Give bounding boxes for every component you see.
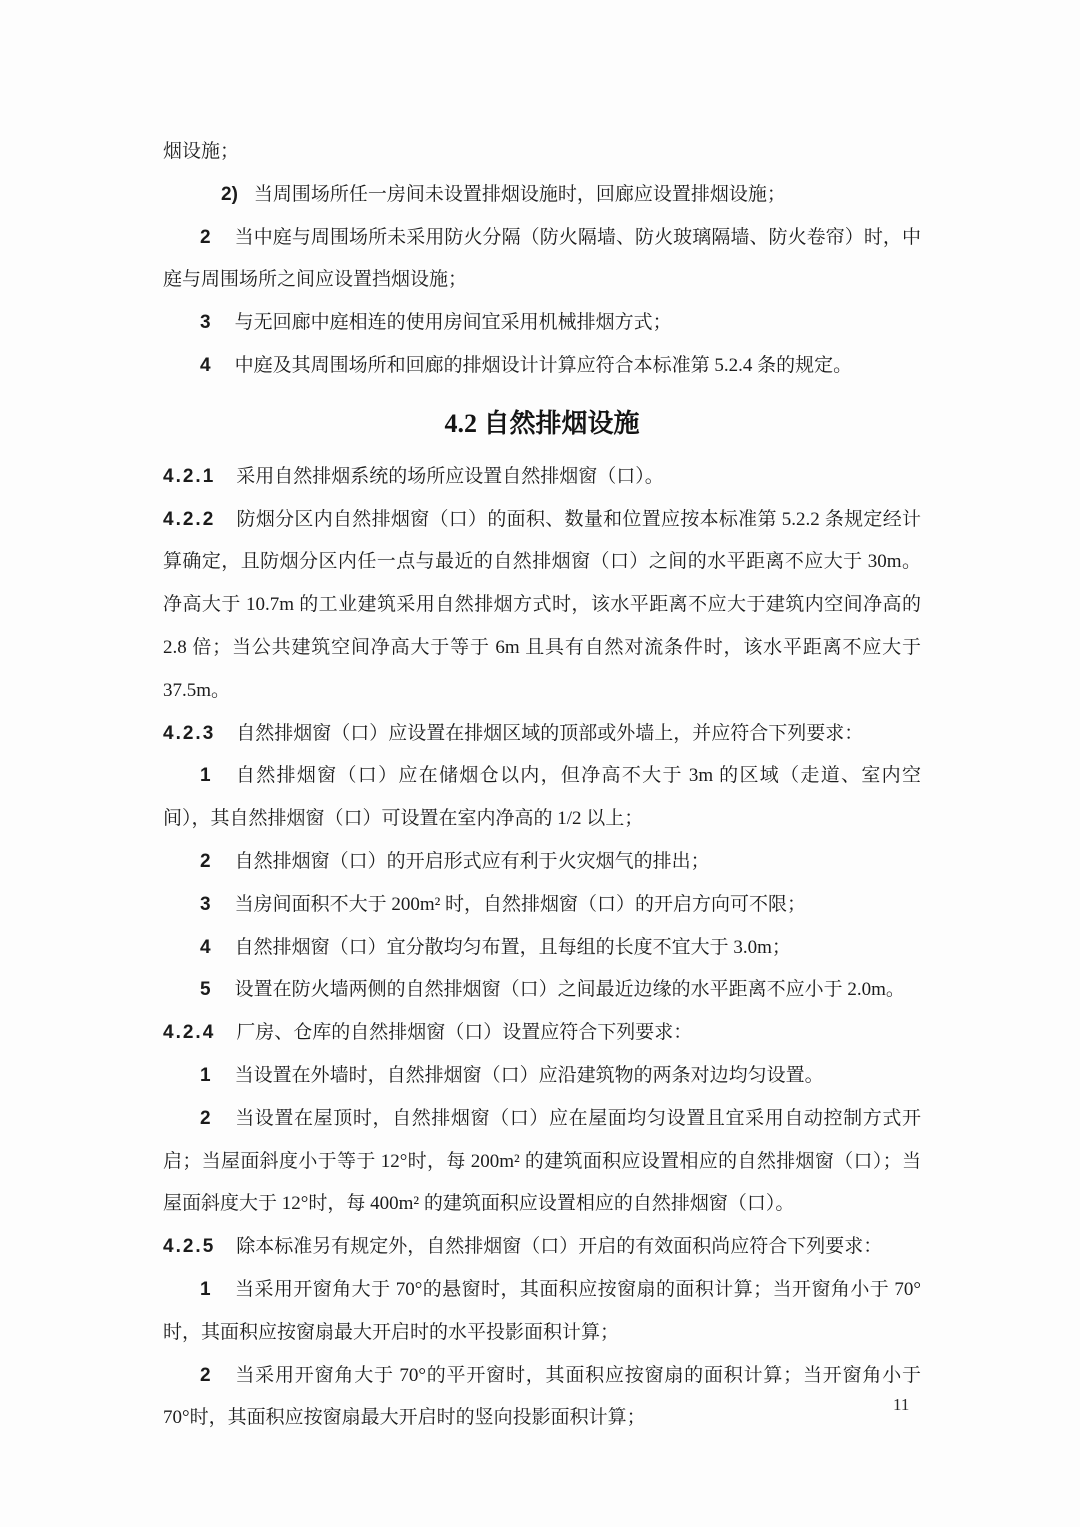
list-item: [163, 884, 921, 927]
item-number: 3: [200, 312, 211, 334]
item-number: 4.2.4: [163, 1022, 216, 1044]
list-item: [163, 755, 921, 841]
item-number: 2: [200, 850, 211, 872]
paragraph-text: 设置在防火墙两侧的自然排烟窗（口）之间最近边缘的水平距离不应小于 2.0m。: [234, 979, 905, 1001]
list-item: [163, 1355, 921, 1441]
list-item: [163, 174, 921, 217]
item-number: 5: [200, 979, 211, 1001]
item-number: 1: [200, 1278, 211, 1300]
item-number: 4: [200, 354, 211, 376]
paragraph-text: 自然排烟窗（口）应设置在排烟区域的顶部或外墙上，并应符合下列要求：: [236, 722, 864, 744]
paragraph-text: 当采用开窗角大于 70°的平开窗时，其面积应按窗扇的面积计算；当开窗角小于 70°时，其面积应按窗扇最大开启时的竖向投影面积计算；: [163, 1364, 921, 1429]
section-paragraph: [163, 713, 921, 756]
paragraph-text: 除本标准另有规定外，自然排烟窗（口）开启的有效面积尚应符合下列要求：: [236, 1236, 883, 1258]
item-number: 4: [200, 936, 211, 958]
paragraph-text: 自然排烟窗（口）应在储烟仓以内，但净高不大于 3m 的区域（走道、室内空间），其自然排烟窗（口）可设置在室内净高的 1/2 以上；: [163, 765, 921, 830]
paragraph-text: 采用自然排烟系统的场所应设置自然排烟窗（口）。: [236, 465, 664, 487]
item-number: 1: [200, 765, 211, 787]
section-paragraph: [163, 499, 921, 713]
item-number: 4.2.2: [163, 508, 216, 530]
item-number: 1: [200, 1064, 211, 1086]
paragraph-text: 当房间面积不大于 200m² 时，自然排烟窗（口）的开启方向可不限；: [234, 893, 807, 915]
item-number: 4.2.5: [163, 1236, 216, 1258]
item-number: 3: [200, 893, 211, 915]
paragraph: [163, 131, 921, 174]
paragraph-text: 自然排烟窗（口）宜分散均匀布置，且每组的长度不宜大于 3.0m；: [234, 936, 791, 958]
list-item: [163, 345, 921, 388]
section-paragraph: [163, 1226, 921, 1269]
item-number: 2: [200, 1107, 211, 1129]
paragraph-text: 防烟分区内自然排烟窗（口）的面积、数量和位置应按本标准第 5.2.2 条规定经计算确定，且防烟分区内任一点与最近的自然排烟窗（口）之间的水平距离不应大于 30m。净高大于 10.7m 的工业建筑采用自然排烟方式时，该水平距离不应大于建筑内空间净高的 2.8 倍；当公共建筑空间净高大于等于 6m 且具有自然对流条件时，该水平距离不应大于 37.5m。: [163, 508, 921, 701]
paragraph-text: 当采用开窗角大于 70°的悬窗时，其面积应按窗扇的面积计算；当开窗角小于 70°时，其面积应按窗扇最大开启时的水平投影面积计算；: [163, 1278, 921, 1343]
paragraph-text: 自然排烟窗（口）的开启形式应有利于火灾烟气的排出；: [234, 850, 710, 872]
list-item: [163, 841, 921, 884]
item-number: 4.2.1: [163, 465, 216, 487]
section-paragraph: [163, 456, 921, 499]
list-item: [163, 217, 921, 303]
item-number: 2: [200, 1364, 211, 1386]
paragraph-text: 当设置在屋顶时，自然排烟窗（口）应在屋面均匀设置且宜采用自动控制方式开启；当屋面斜度小于等于 12°时，每 200m² 的建筑面积应设置相应的自然排烟窗（口）；当屋面斜度大于 12°时，每 400m² 的建筑面积应设置相应的自然排烟窗（口）。: [163, 1107, 921, 1215]
item-number: 2: [200, 226, 211, 248]
paragraph-text: 当设置在外墙时，自然排烟窗（口）应沿建筑物的两条对边均匀设置。: [234, 1064, 824, 1086]
list-item: [163, 1269, 921, 1355]
paragraph-text: 当周围场所任一房间未设置排烟设施时，回廊应设置排烟设施；: [253, 183, 786, 205]
paragraph-text: 厂房、仓库的自然排烟窗（口）设置应符合下列要求：: [236, 1022, 693, 1044]
item-number: 4.2.3: [163, 722, 216, 744]
section-heading: 4.2 自然排烟设施: [444, 408, 640, 438]
section-paragraph: [163, 1012, 921, 1055]
document-body: [163, 0, 921, 1440]
list-item: [163, 1055, 921, 1098]
item-number: 2): [221, 183, 238, 205]
paragraph-text: 与无回廊中庭相连的使用房间宜采用机械排烟方式；: [234, 312, 672, 334]
paragraph-text: 烟设施；: [163, 141, 240, 162]
paragraph-text: 中庭及其周围场所和回廊的排烟设计计算应符合本标准第 5.2.4 条的规定。: [234, 354, 853, 376]
page-number: 11: [893, 1395, 910, 1414]
list-item: [163, 1098, 921, 1226]
paragraph-text: 当中庭与周围场所未采用防火分隔（防火隔墙、防火玻璃隔墙、防火卷帘）时，中庭与周围场所之间应设置挡烟设施；: [163, 226, 921, 291]
list-item: [163, 969, 921, 1012]
list-item: [163, 927, 921, 970]
list-item: [163, 302, 921, 345]
